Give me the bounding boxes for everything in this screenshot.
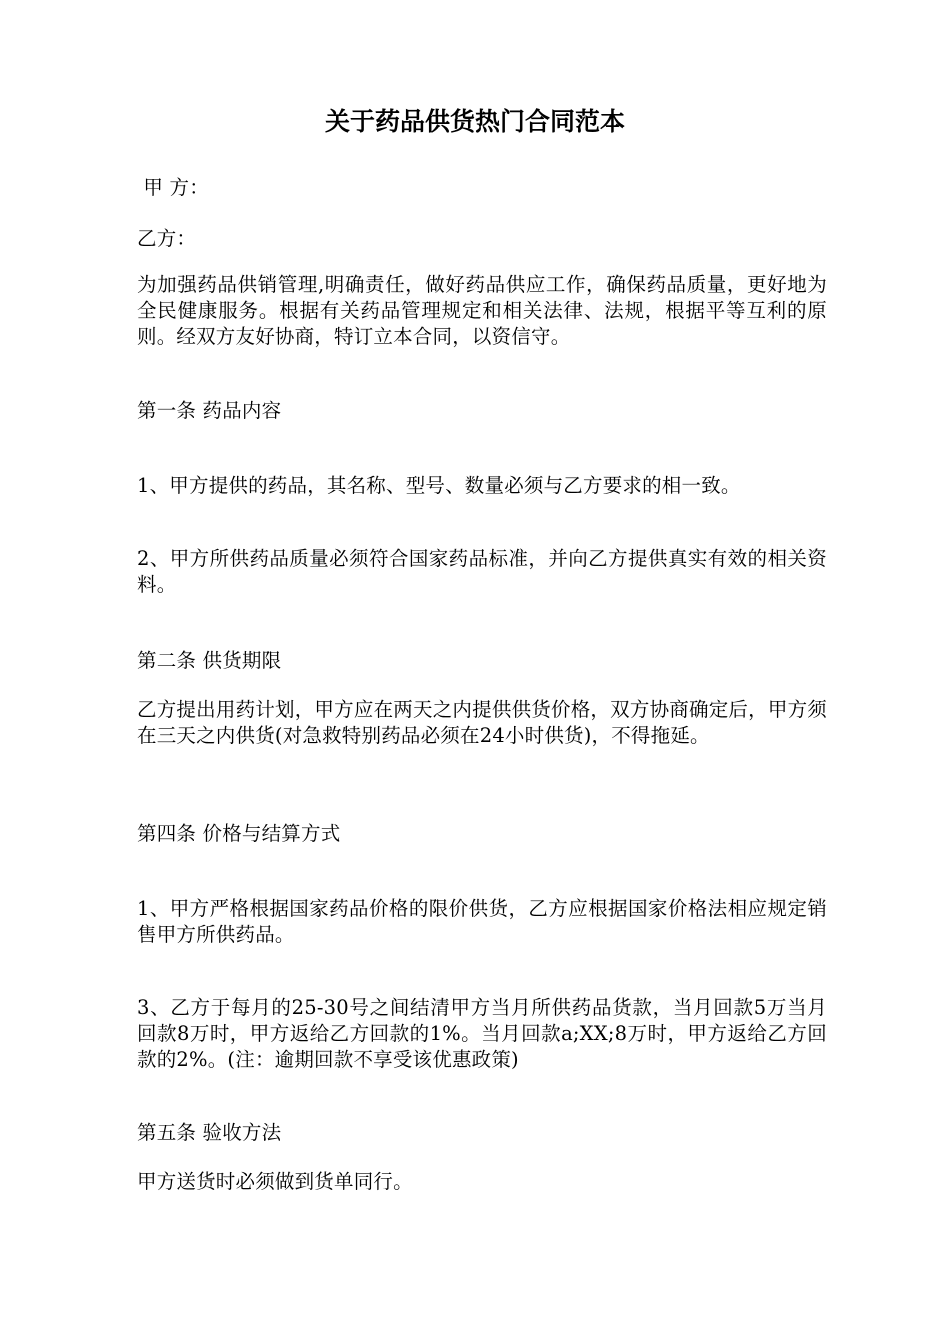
article-1-item-2: 2、甲方所供药品质量必须符合国家药品标准，并向乙方提供真实有效的相关资料。 <box>137 547 827 596</box>
article-1-item-1: 1、甲方提供的药品，其名称、型号、数量必须与乙方要求的相一致。 <box>137 474 741 497</box>
article-1-heading: 第一条 药品内容 <box>137 399 282 422</box>
article-4-item-3: 3、乙方于每月的25-30号之间结清甲方当月所供药品货款，当月回款5万当月回款8万时，甲方返给乙方回款的1%。当月回款a;XX;8万时，甲方返给乙方回款的2%。(注：逾期回款不享受该优惠政策) <box>137 996 827 1071</box>
article-5-body: 甲方送货时必须做到货单同行。 <box>137 1170 413 1193</box>
article-4-heading: 第四条 价格与结算方式 <box>137 822 341 845</box>
article-5-heading: 第五条 验收方法 <box>137 1121 282 1144</box>
document-title: 关于药品供货热门合同范本 <box>324 107 625 136</box>
article-4-item-1: 1、甲方严格根据国家药品价格的限价供货，乙方应根据国家价格法相应规定销售甲方所供药品。 <box>137 897 827 946</box>
party-b-line: 乙方： <box>137 227 197 250</box>
article-2-body: 乙方提出用药计划，甲方应在两天之内提供供货价格，双方协商确定后，甲方须在三天之内供货(对急救特别药品必须在24小时供货)，不得拖延。 <box>137 698 827 747</box>
article-2-heading: 第二条 供货期限 <box>137 649 282 672</box>
preamble-paragraph: 为加强药品供销管理,明确责任，做好药品供应工作，确保药品质量，更好地为全民健康服务。根据有关药品管理规定和相关法律、法规，根据平等互利的原则。经双方友好协商，特订立本合同，以资信守。 <box>137 273 827 348</box>
party-a-line: 甲 方： <box>137 176 209 199</box>
